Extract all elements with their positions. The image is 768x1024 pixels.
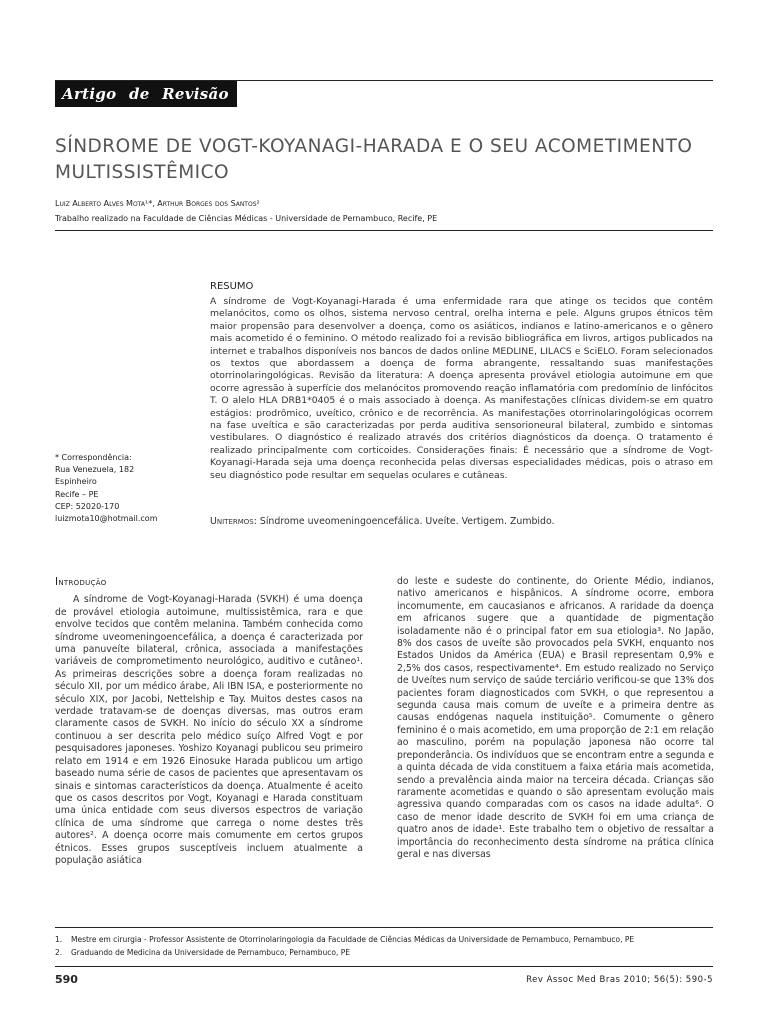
abstract-text: A síndrome de Vogt-Koyanagi-Harada é uma enfermidade rara que atinge os tecidos que contêm melanócitos, como os olhos, sistema nervoso central, orelha interna e pele. Alguns grupos étnicos têm maior propensão para desenvolver a doença, como os asiáticos, indianos e latino-americanos e o gênero mais acometido é o feminino. O método realizado foi a revisão bibliográfica em livros, artigos publicados na internet e trabalhos disponíveis nos bancos de dados online MEDLINE, LILACS e SciELO. Foram selecionados os textos que abordassem a doença de forma abrangente, ressaltando suas manifestações otorrinolaringológicas. Revisão da literatura: A doença apresenta provável etiologia autoimune em que ocorre agressão à superfície dos melanócitos promovendo reação inflamatória com predomínio de linfócitos T. O alelo HLA DRB1*0405 é o mais associado à doença. As manifestações clínicas dividem-se em quatro estágios: prodrômico, uveítico, crônico e de recorrência. As manifestações otorrinolaringológicas ocorrem na fase uveítica e são caracterizadas por perda auditiva sensorioneural bilateral, zumbido e sintomas vestibulares. O diagnóstico é realizado através dos critérios diagnósticos da doença. O tratamento é realizado principalmente com corticoides. Considerações finais: É necessário que a síndrome de Vogt-Koyanagi-Harada seja uma doença reconhecida pelas diversas especialidades médicas, pois o atraso em seu diagnóstico pode resultar em sequelas oculares e cutâneas. <box>210 296 713 481</box>
footnotes <box>55 934 634 959</box>
footnote-rule <box>55 927 713 928</box>
body-paragraph: do leste e sudeste do continente, do Oriente Médio, indianos, nativo americanos e hispânicos. A síndrome ocorre, embora incomumente, em caucasianos e africanos. A raridade da doença em africanos sugere que a quantidade de pigmentação isoladamente não é o principal fator em sua etiologia³. No Japão, 8% dos casos de uveíte são provocados pela SVKH, enquanto nos Estados Unidos da América (EUA) e Brasil representam 0,9% e 2,5% dos casos, respectivamente⁴. Em estudo realizado no Serviço de Uveítes num serviço de saúde terciário verificou-se que 13% dos pacientes foram diagnosticados com SVKH, o que representou a segunda causa mais comum de uveíte e a primeira dentre as causas endógenas naquela instituição⁵. Comumente o gênero feminino é o mais acometido, em uma proporção de 2:1 em relação ao masculino, porém na população japonesa não ocorre tal preponderância. Os indivíduos que se encontram entre a segunda e a quinta década de vida constituem a faixa etária mais acometida, sendo a prevalência ainda maior na terceira década. Crianças são raramente acometidas e quando o são apresentam evolução mais agressiva quando comparadas com os casos na idade adulta⁶. O caso de menor idade descrito de SVKH foi em uma criança de quatro anos de idade¹. Este trabalho tem o objetivo de ressaltar a importância do reconhecimento desta síndrome na prática clínica geral e nas diversas <box>397 576 714 860</box>
body-column-left <box>55 576 363 867</box>
correspondence-line: Recife – PE <box>55 489 99 499</box>
header-bottom-rule <box>55 230 713 231</box>
keywords-label: Unitermos: <box>210 516 257 527</box>
footnote-number: 1. <box>55 935 63 944</box>
correspondence-block <box>55 452 205 525</box>
footnote-number: 2. <box>55 947 63 957</box>
article-authors: Luiz Alberto Alves Mota¹*, Arthur Borges dos Santos² <box>55 199 260 208</box>
body-paragraph: A síndrome de Vogt-Koyanagi-Harada (SVKH) é uma doença de provável etiologia autoimune, multissistêmica, rara e que envolve tecidos que contêm melanina. Também conhecida como síndrome uveomeningoencefálica, a doença é caracterizada por uma panuveíte bilateral, crônica, associada a manifestações variáveis de comprometimento neurológico, auditivo e cutâneo¹. As primeiras descrições sobre a doença foram realizadas no século XII, por um médico árabe, Ali IBN ISA, e posteriormente no século XIX, por Jacobi, Nettelship e Tay. Muitos destes casos na verdade tratavam-se de doenças diversas, mas outros eram claramente casos de SVKH. No início do século XX a síndrome continuou a ser descrita pelo médico suíço Alfred Vogt e por pesquisadores japoneses. Yoshizo Koyanagi publicou seu primeiro relato em 1914 e em 1926 Einosuke Harada publicou um artigo baseado numa série de casos de pacientes que apresentavam os sinais e sintomas característicos da doença. Atualmente é aceito que os casos descritos por Vogt, Koyanagi e Harada constituam uma única entidade com seus diversos espectros de variação clínica de uma síndrome que carrega o nome destes três autores². A doença ocorre mais comumente em certos grupos étnicos. Esses grupos susceptíveis incluem atualmente a população asiática <box>55 594 363 866</box>
keywords <box>210 516 555 527</box>
journal-citation: Rev Assoc Med Bras 2010; 56(5): 590-5 <box>526 975 713 985</box>
correspondence-line: Espinheiro <box>55 477 97 487</box>
section-heading-introduction: Introdução <box>55 576 107 588</box>
section-banner: Artigo de Revisão <box>55 81 237 107</box>
article-affiliation: Trabalho realizado na Faculdade de Ciências Médicas - Universidade de Pernambuco, Recife, PE <box>55 214 438 223</box>
footer-rule <box>55 966 713 967</box>
page-number: 590 <box>55 973 78 986</box>
keywords-list: Síndrome uveomeningoencefálica. Uveíte. Vertigem. Zumbido. <box>256 516 555 527</box>
abstract-heading: RESUMO <box>210 281 254 292</box>
body-column-right <box>397 576 714 861</box>
footnote <box>55 934 634 947</box>
footnote <box>55 947 634 960</box>
article-title: SÍNDROME DE VOGT-KOYANAGI-HARADA E O SEU ACOMETIMENTO MULTISSISTÊMICO <box>55 136 693 183</box>
footnote-text: Mestre em cirurgia - Professor Assistente de Otorrinolaringologia da Faculdade de Ciências Médicas da Universidade de Pernambuco, Pernambuco, PE <box>71 935 635 944</box>
correspondence-email: luizmota10@hotmail.com <box>55 514 158 524</box>
correspondence-line: CEP: 52020-170 <box>55 501 120 511</box>
correspondence-line: * Correspondência: <box>55 453 132 462</box>
correspondence-line: Rua Venezuela, 182 <box>55 465 135 475</box>
footnote-text: Graduando de Medicina da Universidade de Pernambuco, Pernambuco, PE <box>71 947 350 957</box>
